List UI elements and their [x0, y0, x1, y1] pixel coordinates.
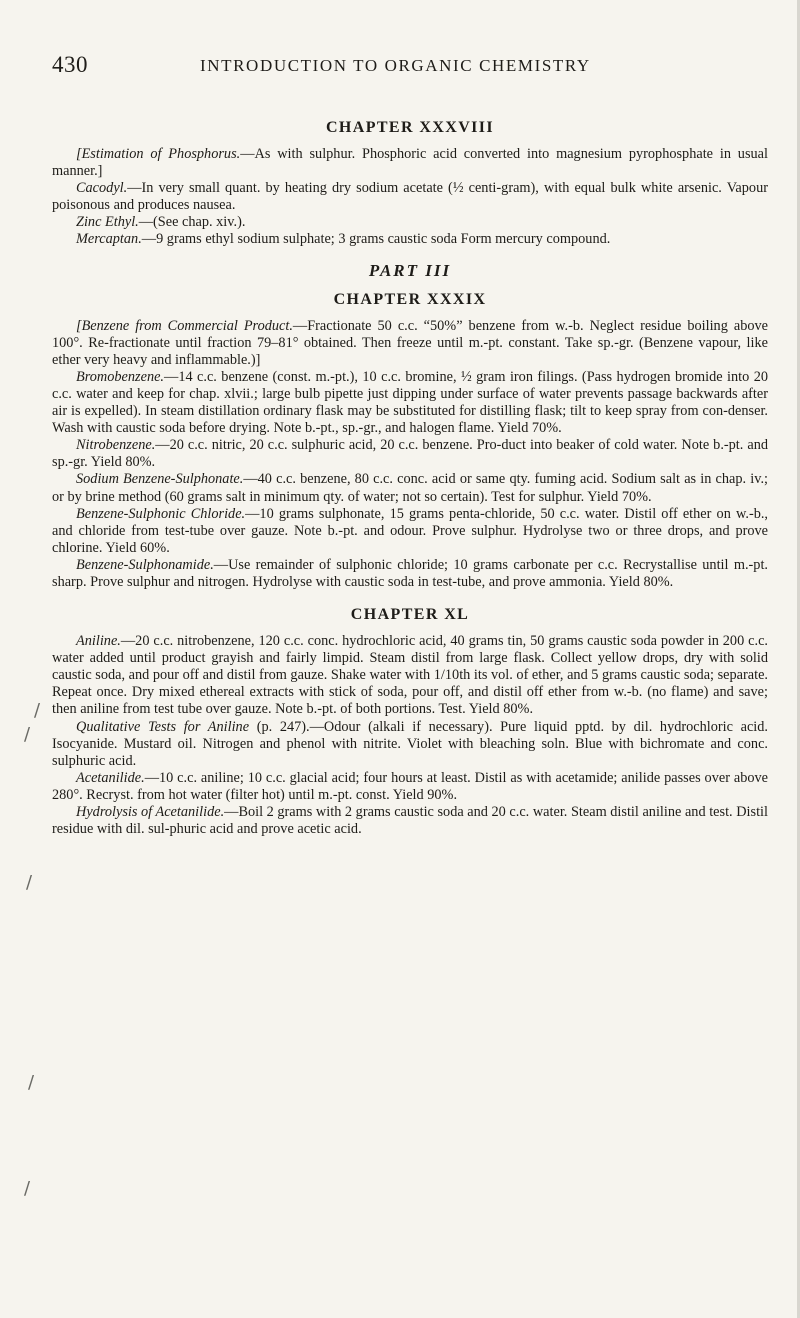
entry-text: —As with sulphur. Phosphoric acid converted into magnesium pyrophosphate in usual manner.] — [52, 146, 768, 180]
paragraph — [52, 471, 768, 505]
paragraph — [52, 770, 768, 804]
entry-title: [Estimation of Phosphorus. — [76, 146, 241, 162]
entry-title: Acetanilide. — [76, 769, 145, 786]
entry-text: —40 c.c. benzene, 80 c.c. conc. acid or same qty. fuming acid. Sodium salt as in chap. iv.; or by brine method (60 grams salt in minimum qty. of water; not so certain). Test for sulphur. Yield 70%. — [52, 471, 769, 505]
paragraph — [52, 214, 768, 231]
paragraph — [52, 318, 768, 369]
margin-pencil-mark: / — [24, 1178, 31, 1199]
paragraph — [52, 146, 768, 180]
paragraph — [52, 557, 768, 591]
chapter-heading: CHAPTER XL — [350, 606, 470, 624]
entry-text: (p. 247).—Odour (alkali if necessary). Pure liquid pptd. by dil. hydrochloric acid. Isocyanide. Mustard oil. Nitrogen and phenol with nitrite. Violet with bleaching soln. Blue with bichromate and conc. sulphuric acid. — [52, 718, 768, 769]
entry-text: —14 c.c. benzene (const. m.-pt.), 10 c.c. bromine, ½ gram iron filings. (Pass hydrogen bromide into 20 c.c. water and keep for chap. xlvii.; large bulb pipette just dipping under surface of water prevents passage backwards after air is expelled). In steam distillation ordinary flask may be substituted for distilling flask; tilt to keep spray from con-denser. Wash with caustic soda before drying. Note b.-pt., sp.-gr., and halogen flame. Yield 70%. — [52, 368, 768, 437]
margin-pencil-mark: / — [24, 724, 31, 745]
entry-title: Benzene-Sulphonic Chloride. — [76, 505, 246, 522]
entry-title: Qualitative Tests for Aniline — [76, 718, 250, 735]
paragraph — [52, 369, 768, 437]
paragraph — [52, 804, 768, 838]
paragraph — [52, 180, 768, 214]
paragraph — [52, 231, 768, 248]
entry-title: Aniline. — [76, 633, 121, 650]
margin-pencil-mark: / — [34, 700, 41, 721]
page-header — [52, 52, 762, 82]
entry-text: —10 c.c. aniline; 10 c.c. glacial acid; four hours at least. Distil as with acetamide; anilide passes over above 280°. Recryst. from hot water (filter hot) until m.-pt. const. Yield 90%. — [52, 769, 768, 803]
part-heading: PART III — [368, 260, 452, 280]
chapter-heading: CHAPTER XXXIX — [333, 290, 487, 308]
page-body — [52, 118, 768, 838]
entry-title: Zinc Ethyl. — [76, 214, 139, 231]
entry-text: —(See chap. xiv.). — [138, 214, 246, 231]
margin-pencil-mark: / — [26, 872, 33, 893]
entry-title: Nitrobenzene. — [76, 437, 156, 454]
paragraph — [52, 719, 768, 770]
entry-text: —Fractionate 50 c.c. “50%” benzene from w.-b. Neglect residue boiling above 100°. Re-fractionate until fraction 79–81° obtained. Then freeze until m.-pt. constant. Take sp.-gr. (Benzene vapour, like ether very heavy and inflammable.)] — [52, 317, 768, 368]
entry-title: Sodium Benzene-Sulphonate. — [76, 471, 244, 488]
paragraph — [52, 437, 768, 471]
entry-text: —9 grams ethyl sodium sulphate; 3 grams caustic soda Form mercury compound. — [141, 231, 611, 248]
paragraph — [52, 506, 768, 557]
entry-title: [Benzene from Commercial Product. — [76, 317, 293, 334]
entry-text: —In very small quant. by heating dry sodium acetate (½ centi-gram), with equal bulk white arsenic. Vapour poisonous and produces nausea. — [52, 180, 768, 214]
entry-title: Benzene-Sulphonamide. — [76, 556, 214, 573]
page-number: 430 — [52, 52, 88, 77]
entry-text: —10 grams sulphonate, 15 grams penta-chloride, 50 c.c. water. Distil off ether on w.-b., and chloride from test-tube over gauze. Note b.-pt. and odour. Prove sulphur. Hydrolyse two or three drops, and prove chlorine. Yield 60%. — [52, 505, 768, 556]
entry-text: —Use remainder of sulphonic chloride; 10 grams carbonate per c.c. Recrystallise until m.-pt. sharp. Prove sulphur and nitrogen. Hydrolyse with caustic soda in test-tube, and prove ammonia. Yield 80%. — [52, 556, 768, 590]
entry-title: Cacodyl. — [76, 180, 128, 197]
entry-title: Bromobenzene. — [76, 368, 165, 385]
running-head: INTRODUCTION TO ORGANIC CHEMISTRY — [200, 56, 591, 75]
entry-title: Hydrolysis of Acetanilide. — [76, 804, 225, 820]
entry-text: —Boil 2 grams with 2 grams caustic soda and 20 c.c. water. Steam distil aniline and test. Distil residue with dil. sul-phuric acid and prove acetic acid. — [52, 804, 768, 838]
chapter-heading: CHAPTER XXXVIII — [325, 119, 495, 136]
paragraph — [52, 633, 768, 718]
entry-text: —20 c.c. nitric, 20 c.c. sulphuric acid, 20 c.c. benzene. Pro-duct into beaker of cold water. Note b.-pt. and sp.-gr. Yield 80%. — [52, 437, 768, 471]
margin-pencil-mark: / — [28, 1072, 35, 1093]
entry-title: Mercaptan. — [76, 231, 142, 248]
entry-text: —20 c.c. nitrobenzene, 120 c.c. conc. hydrochloric acid, 40 grams tin, 50 grams caustic soda powder in 200 c.c. water added until product grayish and fairly limpid. Steam distil from large flask. Collect yellow drops, dry with solid caustic soda, and pour off and distil from gauze. Shake water with 1/10th its vol. of ether, and 5 grams caustic soda; separate. Repeat once. Dry mixed ethereal extracts with stick of soda, pour off, and distil off ether from w.-b. (no flame) and save; then aniline from test tube over gauze. Note b.-pt. of both portions. Test. Yield 80%. — [52, 633, 768, 718]
